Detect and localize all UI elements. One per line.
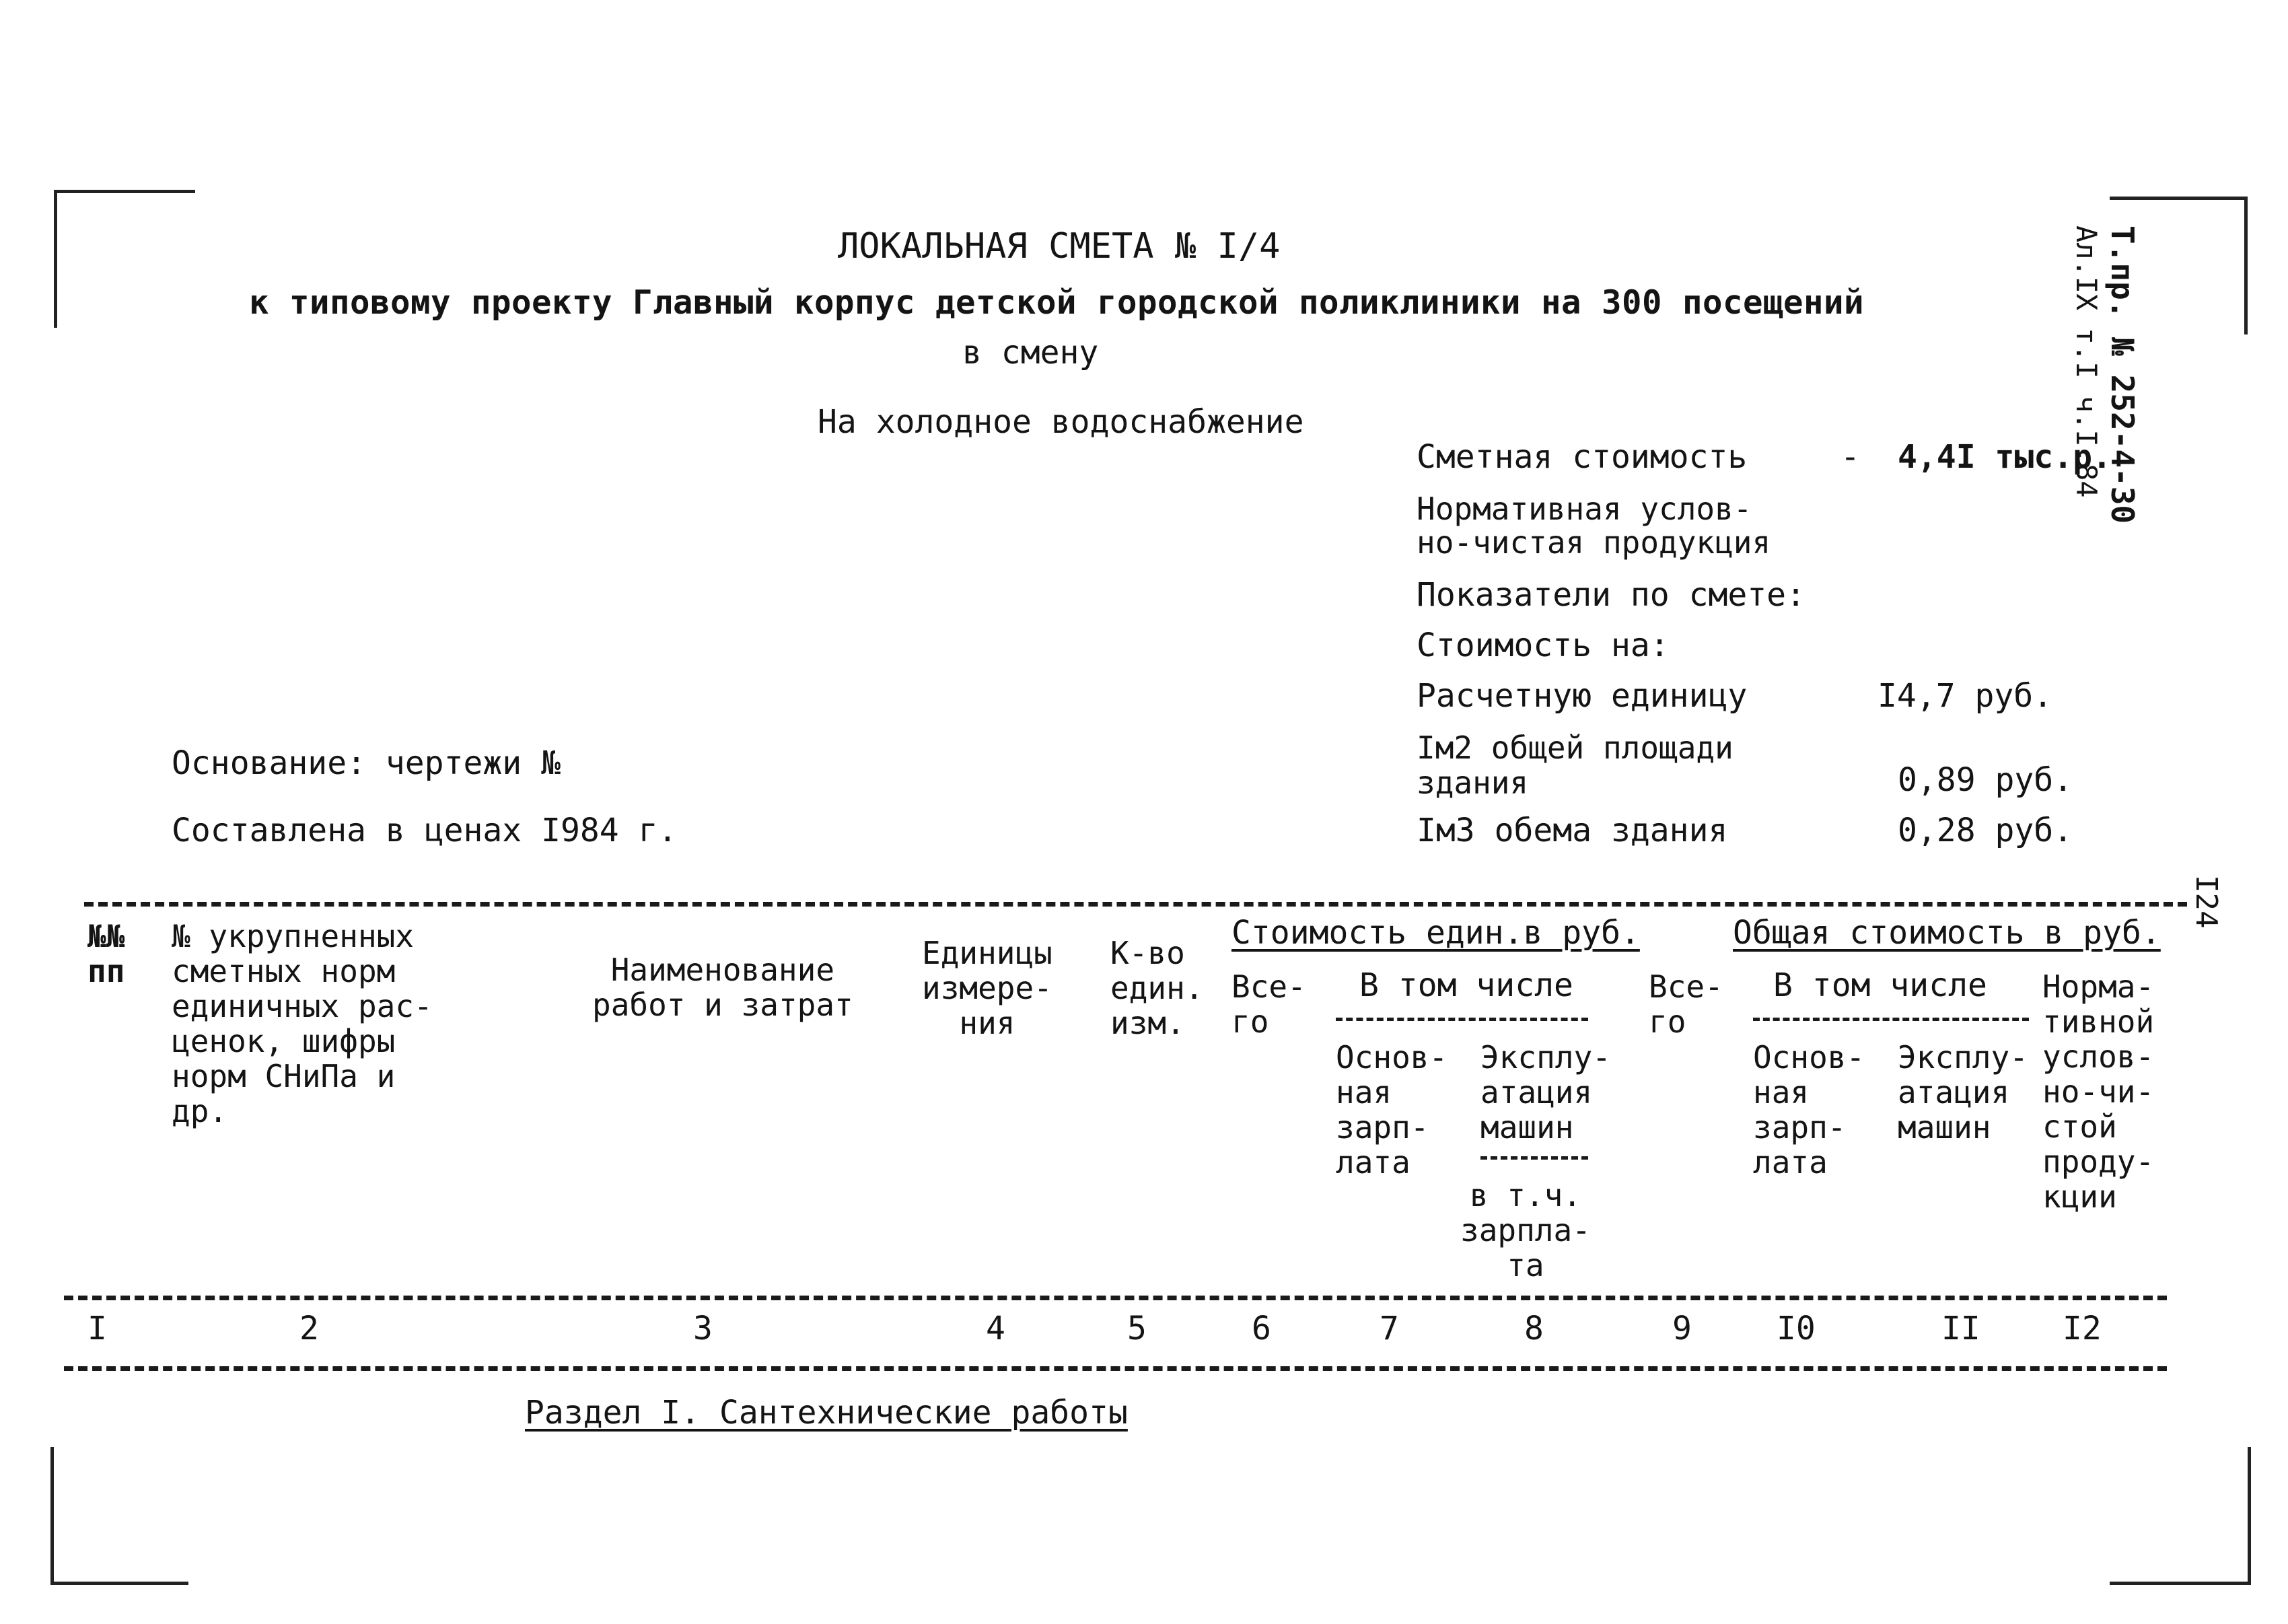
unit-cost-group-header: Стоимость един.в руб. [1231,914,1640,952]
col-number-9: 9 [1672,1310,1692,1347]
col-number-3: 3 [693,1310,713,1347]
header-col-10: Основ- ная зарп- лата [1753,1039,1865,1180]
col8-sub-rule [1480,1156,1588,1160]
header-col-7: Основ- ная зарп- лата [1336,1039,1448,1180]
col-number-12: I2 [2063,1310,2102,1347]
corner-bottom-right [2110,1447,2251,1585]
table-top-rule [84,902,2187,907]
col-number-8: 8 [1524,1310,1544,1347]
col-number-1: I [87,1310,107,1347]
col-number-7: 7 [1380,1310,1399,1347]
header-col-8: Эксплу- атация машин [1480,1039,1611,1145]
estimate-subject: На холодное водоснабжение [818,403,1304,441]
col-number-5: 5 [1127,1310,1147,1347]
price-basis: Составлена в ценах I984 г. [172,812,678,849]
project-description: к типовому проекту Главный корпус детской городской поликлиники на 300 посещений [249,283,1865,322]
unit-cost-label: Расчетную единицу [1417,677,1748,715]
corner-top-left [54,190,195,328]
estimated-cost-dash: - [1840,438,1860,476]
header-col-8-sub: в т.ч. зарпла- та [1460,1177,1591,1283]
including-label-total: В том числе [1773,966,1987,1004]
header-col-6: Все- го [1231,968,1306,1040]
document-title: ЛОКАЛЬНАЯ СМЕТА № I/4 [838,226,1281,267]
page-number: I24 [2189,875,2223,929]
cost-for-label: Стоимость на: [1417,627,1670,664]
area-cost-label-2: здания [1417,765,1529,801]
project-stamp [2069,225,2140,524]
col-number-2: 2 [299,1310,319,1347]
col-number-4: 4 [986,1310,1005,1347]
unit-cost-value: I4,7 руб. [1878,677,2053,715]
header-col-3: Наименование работ и затрат [592,952,853,1023]
volume-cost-value: 0,28 руб. [1898,812,2073,849]
header-col-12: Норма- тивной услов- но-чи- стой проду- кции [2042,968,2155,1215]
section-title: Раздел I. Сантехнические работы [525,1394,1128,1432]
stamp-line-2: Ал.IX т.I ч.I.84 [2070,225,2103,498]
header-col-1: №№ пп [87,918,125,989]
basis-drawings: Основание: чертежи № [172,744,561,782]
col-number-11: II [1941,1310,1980,1347]
col-number-6: 6 [1252,1310,1271,1347]
project-description-cont: в смену [962,334,1099,372]
corner-bottom-left [50,1447,188,1585]
estimated-cost-value: 4,4I тыс.р. [1898,438,2112,476]
including-label-unit: В том числе [1359,966,1573,1004]
total-cost-group-header: Общая стоимость в руб. [1733,914,2161,952]
header-col-9: Все- го [1649,968,1723,1040]
area-cost-value: 0,89 руб. [1898,761,2073,799]
area-cost-label-1: Iм2 общей площади [1417,730,1733,766]
indicators-label: Показатели по смете: [1417,576,1806,614]
header-col-5: К-во един. изм. [1110,935,1204,1041]
normative-label-1: Нормативная услов- [1417,491,1752,527]
estimated-cost-label: Сметная стоимость [1417,438,1748,476]
header-col-2: № укрупненных сметных норм единичных рас- ценок, шифры норм СНиПа и др. [172,918,433,1129]
including-rule-unit [1336,1018,1588,1021]
including-rule-total [1753,1018,2029,1021]
normative-label-2: но-чистая продукция [1417,524,1771,561]
numbers-bottom-rule [64,1366,2167,1371]
header-col-4: Единицы измере- ния [922,935,1052,1041]
header-bottom-rule [64,1296,2167,1300]
stamp-line-1: Т.пр. № 252-4-30 [2104,225,2141,524]
col-number-10: I0 [1777,1310,1816,1347]
volume-cost-label: Iм3 обема здания [1417,812,1728,849]
header-col-11: Эксплу- атация машин [1898,1039,2028,1145]
